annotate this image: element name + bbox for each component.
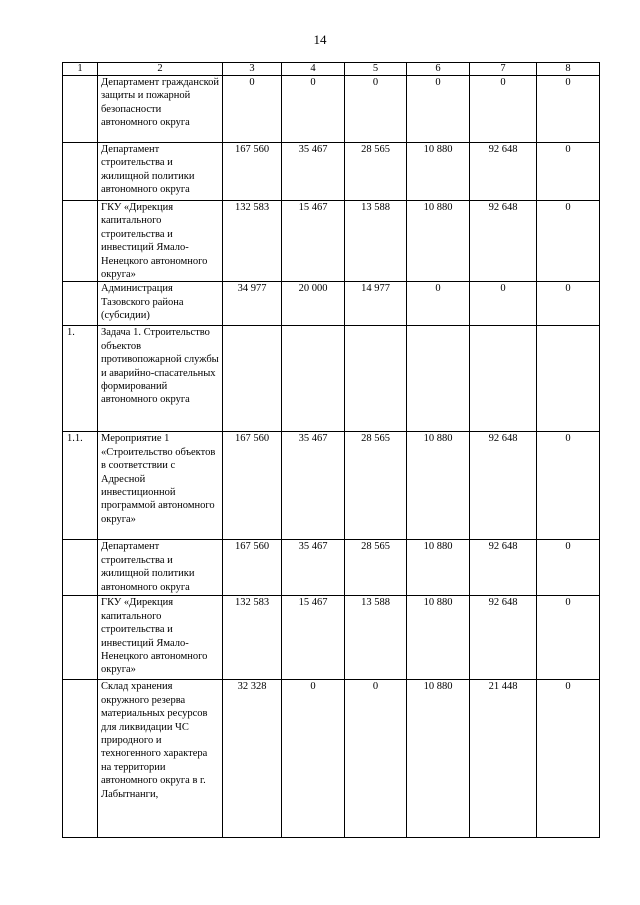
value-cell: 0 bbox=[223, 76, 282, 143]
value-cell: 92 648 bbox=[470, 432, 537, 540]
value-cell: 32 328 bbox=[223, 680, 282, 838]
value-cell: 0 bbox=[282, 680, 345, 838]
value-cell: 13 588 bbox=[345, 201, 407, 282]
value-cell: 0 bbox=[470, 76, 537, 143]
row-index bbox=[63, 76, 98, 143]
table-header-row bbox=[63, 63, 600, 76]
value-cell: 0 bbox=[407, 76, 470, 143]
value-cell: 14 977 bbox=[345, 282, 407, 326]
row-name: ГКУ «Дирекция капитального строительства и инвестиций Ямало-Ненецкого автономного округа» bbox=[98, 596, 223, 680]
value-cell: 10 880 bbox=[407, 596, 470, 680]
table-row bbox=[63, 143, 600, 201]
row-index: 1.1. bbox=[63, 432, 98, 540]
value-cell bbox=[407, 326, 470, 432]
header-cell: 2 bbox=[98, 63, 223, 76]
table-row bbox=[63, 432, 600, 540]
row-index bbox=[63, 596, 98, 680]
header-cell: 8 bbox=[537, 63, 600, 76]
row-name: Администрация Тазовского района (субсидии) bbox=[98, 282, 223, 326]
value-cell: 28 565 bbox=[345, 432, 407, 540]
value-cell: 10 880 bbox=[407, 680, 470, 838]
value-cell: 92 648 bbox=[470, 201, 537, 282]
value-cell: 167 560 bbox=[223, 432, 282, 540]
value-cell bbox=[223, 326, 282, 432]
value-cell: 10 880 bbox=[407, 540, 470, 596]
value-cell: 13 588 bbox=[345, 596, 407, 680]
header-cell: 1 bbox=[63, 63, 98, 76]
value-cell: 0 bbox=[537, 680, 600, 838]
value-cell: 15 467 bbox=[282, 596, 345, 680]
row-name: Департамент гражданской защиты и пожарной безопасности автономного округа bbox=[98, 76, 223, 143]
header-cell: 6 bbox=[407, 63, 470, 76]
table-row bbox=[63, 326, 600, 432]
value-cell: 132 583 bbox=[223, 201, 282, 282]
value-cell: 0 bbox=[537, 540, 600, 596]
value-cell bbox=[470, 326, 537, 432]
header-cell: 3 bbox=[223, 63, 282, 76]
value-cell: 0 bbox=[537, 282, 600, 326]
row-name: Склад хранения окружного резерва материальных ресурсов для ликвидации ЧС природного и техногенного характера на территории автономного округа в г. Лабытнанги, bbox=[98, 680, 223, 838]
value-cell: 132 583 bbox=[223, 596, 282, 680]
table-row bbox=[63, 680, 600, 838]
value-cell bbox=[345, 326, 407, 432]
row-name: Департамент строительства и жилищной политики автономного округа bbox=[98, 143, 223, 201]
value-cell: 92 648 bbox=[470, 540, 537, 596]
table-row bbox=[63, 76, 600, 143]
row-index bbox=[63, 540, 98, 596]
table-row bbox=[63, 201, 600, 282]
value-cell: 167 560 bbox=[223, 540, 282, 596]
header-cell: 5 bbox=[345, 63, 407, 76]
value-cell: 0 bbox=[282, 76, 345, 143]
value-cell: 0 bbox=[537, 76, 600, 143]
value-cell: 0 bbox=[537, 432, 600, 540]
value-cell: 35 467 bbox=[282, 432, 345, 540]
value-cell: 0 bbox=[345, 76, 407, 143]
value-cell: 0 bbox=[407, 282, 470, 326]
header-cell: 4 bbox=[282, 63, 345, 76]
table-row bbox=[63, 540, 600, 596]
budget-table bbox=[62, 62, 600, 838]
value-cell: 0 bbox=[537, 596, 600, 680]
row-index bbox=[63, 143, 98, 201]
value-cell: 167 560 bbox=[223, 143, 282, 201]
row-index: 1. bbox=[63, 326, 98, 432]
value-cell: 0 bbox=[537, 201, 600, 282]
value-cell: 15 467 bbox=[282, 201, 345, 282]
header-cell: 7 bbox=[470, 63, 537, 76]
value-cell bbox=[282, 326, 345, 432]
value-cell: 0 bbox=[470, 282, 537, 326]
value-cell: 28 565 bbox=[345, 540, 407, 596]
value-cell: 10 880 bbox=[407, 432, 470, 540]
row-name: Задача 1. Строительство объектов противопожарной службы и аварийно-спасательных формирований автономного округа bbox=[98, 326, 223, 432]
value-cell: 92 648 bbox=[470, 143, 537, 201]
row-index bbox=[63, 201, 98, 282]
row-index bbox=[63, 680, 98, 838]
value-cell: 92 648 bbox=[470, 596, 537, 680]
value-cell: 21 448 bbox=[470, 680, 537, 838]
row-name: Департамент строительства и жилищной политики автономного округа bbox=[98, 540, 223, 596]
value-cell: 10 880 bbox=[407, 201, 470, 282]
value-cell: 0 bbox=[345, 680, 407, 838]
value-cell: 0 bbox=[537, 143, 600, 201]
value-cell: 20 000 bbox=[282, 282, 345, 326]
value-cell bbox=[537, 326, 600, 432]
value-cell: 34 977 bbox=[223, 282, 282, 326]
row-name: ГКУ «Дирекция капитального строительства и инвестиций Ямало-Ненецкого автономного округа» bbox=[98, 201, 223, 282]
page-number: 14 bbox=[313, 32, 327, 47]
value-cell: 28 565 bbox=[345, 143, 407, 201]
value-cell: 35 467 bbox=[282, 143, 345, 201]
table-row bbox=[63, 282, 600, 326]
value-cell: 10 880 bbox=[407, 143, 470, 201]
row-name: Мероприятие 1 «Строительство объектов в соответствии с Адресной инвестиционной программой автономного округа» bbox=[98, 432, 223, 540]
table-row bbox=[63, 596, 600, 680]
value-cell: 35 467 bbox=[282, 540, 345, 596]
row-index bbox=[63, 282, 98, 326]
